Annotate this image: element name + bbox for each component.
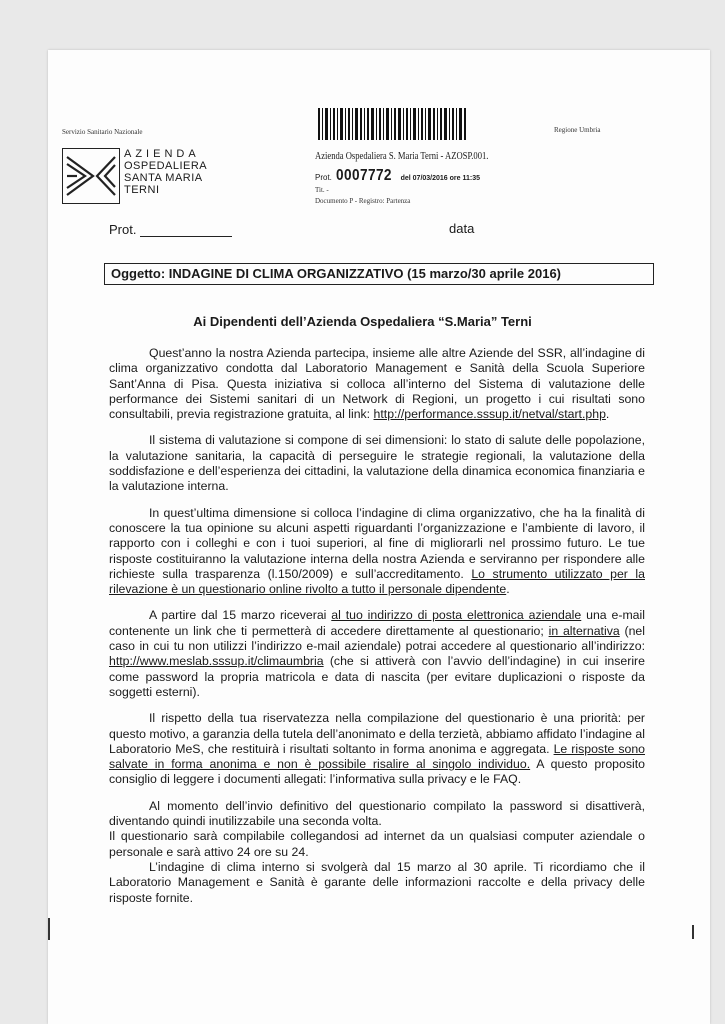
paragraph-7: Il questionario sarà compilabile collegandosi ad internet da un qualsiasi computer aziendale o personale e sarà attivo 24 ore su 24.	[109, 829, 645, 859]
addressee-heading: Ai Dipendenti dell’Azienda Ospedaliera “S.Maria” Terni	[193, 314, 532, 329]
paragraph-3-underlined: Lo strumento utilizzato per la rilevazione è un questionario online rivolto a tutto il personale dipendente	[109, 566, 645, 597]
stamp-prot-date: del 07/03/2016 ore 11:35	[400, 175, 481, 182]
subject-box	[104, 263, 654, 285]
barcode-icon	[318, 108, 466, 140]
stamp-tit: Tit. -	[315, 186, 329, 194]
scan-edge-mark-right	[692, 925, 694, 939]
stamp-document-info: Documento P - Registro: Partenza	[315, 197, 411, 205]
protocol-blank-line	[140, 236, 232, 237]
paragraph-8: L’indagine di clima interno si svolgerà dal 15 marzo al 30 aprile. Ti ricordiamo che il Laboratorio Management e Sanità è garante delle informazioni raccolte e della privacy delle risposte fornite.	[109, 859, 645, 905]
scan-edge-mark-left	[48, 918, 50, 940]
logo-line-3: SANTA MARIA	[124, 172, 203, 184]
region-label: Regione Umbria	[554, 126, 601, 134]
logo-line-2: OSPEDALIERA	[124, 160, 208, 172]
paragraph-2: Il sistema di valutazione si compone di sei dimensioni: lo stato di salute delle popolazione, la valutazione sanitaria, la capacità di perseguire le strategie regionali, la valutazione della soddisfazione e dell’esperienza dei cittadini, la valutazione della dinamica economica finanziaria e la valutazione interna.	[109, 433, 645, 494]
paragraph-6: Al momento dell’invio definitivo del questionario compilato la password si disattiverà, diventando quindi inutilizzabile una seconda volta.	[109, 798, 645, 829]
date-label: data	[449, 221, 475, 236]
logo-emblem-icon	[62, 148, 120, 204]
logo-line-1: AZIENDA	[124, 148, 200, 160]
stamp-protocol-line	[315, 167, 480, 185]
stamp-hospital-line: Azienda Ospedaliera S. Maria Terni - AZOSP.001.	[315, 150, 489, 162]
subject-text: Oggetto: INDAGINE DI CLIMA ORGANIZZATIVO (15 marzo/30 aprile 2016)	[111, 266, 562, 281]
logo-line-4: TERNI	[124, 184, 160, 196]
paragraph-5: Il rispetto della tua riservatezza nella compilazione del questionario è una priorità: per questo motivo, a garanzia della tutela dell’anonimato e della terzietà, abbiamo affidato l’indagine al Laboratorio MeS, che restituirà i risultati soltanto in forma anonima e aggregata. Le risposte sono salvate in forma anonima e non è possibile risalire al singolo individuo. A questo proposito consiglio di leggere i documenti allegati: l’informativa sulla privacy e le FAQ.	[109, 711, 645, 787]
service-label: Servizio Sanitario Nazionale	[62, 128, 143, 136]
paragraph-4: A partire dal 15 marzo riceverai al tuo indirizzo di posta elettronica aziendale una e-mail contenente un link che ti permetterà di accedere direttamente al questionario; in alternativa (nel caso in cui tu non utilizzi l’indirizzo e-mail aziendale) potrai accedere al questionario all’indirizzo: http://www.meslab.sssup.it/climaumbria (che si attiverà con l’avvio dell’indagine) in cui inserire come password la propria matricola e data di nascita (per evitare duplicazioni o risposte da soggetti esterni).	[109, 608, 645, 699]
paragraph-1: Quest’anno la nostra Azienda partecipa, insieme alle altre Aziende del SSR, all’indagine di clima organizzativo condotta dal Laboratorio Management e Sanità della Scuola Superiore Sant’Anna di Pisa. Questa iniziativa si colloca all’interno del Sistema di valutazione delle performance dei Sistemi sanitari di un Network di Regioni, un progetto i cui risultati sono consultabili, previa registrazione gratuita, al link: http://performance.sssup.it/netval/start.php.	[109, 346, 645, 422]
hospital-logo	[62, 148, 262, 206]
stamp-prot-label: Prot.	[315, 173, 332, 182]
protocol-field	[109, 222, 232, 237]
survey-link[interactable]: http://www.meslab.sssup.it/climaumbria	[109, 654, 324, 669]
performance-link[interactable]: http://performance.sssup.it/netval/start.php	[373, 407, 606, 422]
protocol-label: Prot.	[109, 222, 137, 237]
paragraph-3: In quest’ultima dimensione si colloca l’indagine di clima organizzativo, che ha la finalità di conoscere la tua opinione su alcuni aspetti riguardanti l’organizzazione e l’ambiente di lavoro, il rapporto con i colleghi e con i tuoi superiori, al fine di migliorarli nel prossimo futuro. Le tue risposte costituiranno la valutazione interna della nostra Azienda e serviranno per rispondere alle richieste sulla trasparenza (l.150/2009) e sull’accreditamento. Lo strumento utilizzato per la rilevazione è un questionario online rivolto a tutto il personale dipendente.	[109, 505, 645, 597]
letter-body	[109, 346, 645, 906]
stamp-prot-number: 0007772	[336, 167, 393, 184]
